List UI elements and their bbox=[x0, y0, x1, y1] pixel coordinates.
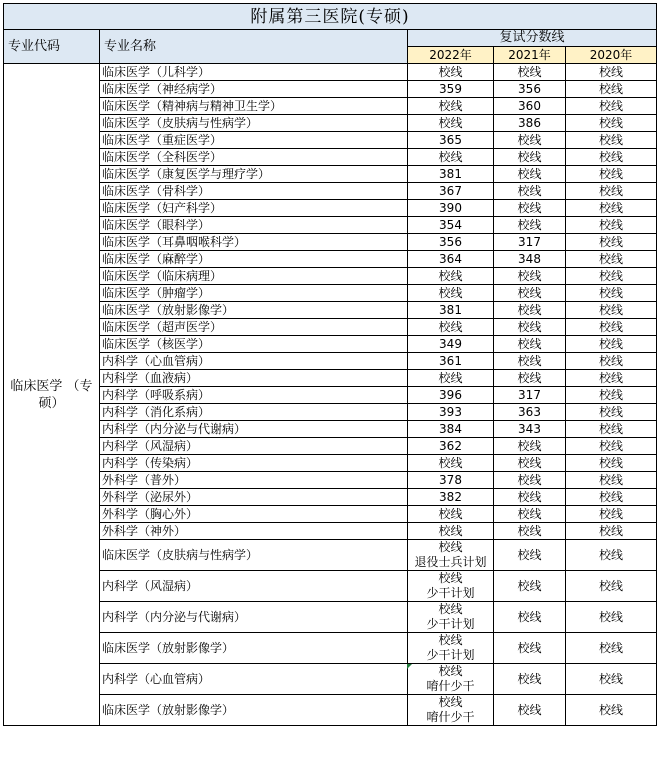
specialty-name: 内科学（风湿病） bbox=[100, 438, 408, 455]
specialty-name: 内科学（风湿病） bbox=[100, 571, 408, 602]
score-2020: 校线 bbox=[566, 571, 657, 602]
score-2021: 356 bbox=[494, 81, 566, 98]
year-2021: 2021年 bbox=[494, 47, 566, 64]
score-2020: 校线 bbox=[566, 523, 657, 540]
table-row bbox=[4, 506, 657, 523]
score-2022: 381 bbox=[408, 166, 494, 183]
score-2021: 校线 bbox=[494, 602, 566, 633]
score-2020: 校线 bbox=[566, 353, 657, 370]
score-2021: 校线 bbox=[494, 149, 566, 166]
table-title: 附属第三医院(专硕) bbox=[4, 4, 657, 30]
table-row bbox=[4, 438, 657, 455]
score-2021: 校线 bbox=[494, 319, 566, 336]
table-row bbox=[4, 404, 657, 421]
score-2021: 校线 bbox=[494, 489, 566, 506]
score-2022: 校线 bbox=[408, 98, 494, 115]
table-row bbox=[4, 455, 657, 472]
specialty-name: 内科学（心血管病） bbox=[100, 664, 408, 695]
specialty-name: 临床医学（核医学） bbox=[100, 336, 408, 353]
year-2022: 2022年 bbox=[408, 47, 494, 64]
score-2020: 校线 bbox=[566, 319, 657, 336]
score-2020: 校线 bbox=[566, 438, 657, 455]
score-table bbox=[3, 3, 657, 726]
specialty-name: 内科学（呼吸系病） bbox=[100, 387, 408, 404]
specialty-name: 临床医学（肿瘤学） bbox=[100, 285, 408, 302]
score-2020: 校线 bbox=[566, 633, 657, 664]
header-score-group: 复试分数线 bbox=[408, 30, 657, 47]
score-2022-plan-cell bbox=[408, 695, 494, 726]
score-2020: 校线 bbox=[566, 98, 657, 115]
score-2020: 校线 bbox=[566, 217, 657, 234]
score-2022: 校线 bbox=[438, 540, 463, 554]
score-2021: 317 bbox=[494, 387, 566, 404]
score-2021: 校线 bbox=[494, 64, 566, 81]
specialty-name: 临床医学（放射影像学） bbox=[100, 695, 408, 726]
score-2020: 校线 bbox=[566, 149, 657, 166]
specialty-name: 内科学（血液病） bbox=[100, 370, 408, 387]
score-2021: 校线 bbox=[494, 370, 566, 387]
specialty-name: 临床医学（放射影像学） bbox=[100, 633, 408, 664]
score-2021: 校线 bbox=[494, 217, 566, 234]
plan-row bbox=[4, 602, 657, 633]
plan-type: 少干计划 bbox=[426, 617, 475, 631]
score-2020: 校线 bbox=[566, 664, 657, 695]
table-row bbox=[4, 370, 657, 387]
score-2022: 367 bbox=[408, 183, 494, 200]
specialty-name: 临床医学（耳鼻咽喉科学） bbox=[100, 234, 408, 251]
score-2022: 校线 bbox=[408, 149, 494, 166]
table-row bbox=[4, 217, 657, 234]
score-2022: 356 bbox=[408, 234, 494, 251]
table-row bbox=[4, 81, 657, 98]
score-2021: 校线 bbox=[494, 506, 566, 523]
score-2021: 348 bbox=[494, 251, 566, 268]
score-2020: 校线 bbox=[566, 200, 657, 217]
table-row bbox=[4, 472, 657, 489]
specialty-name: 临床医学（超声医学） bbox=[100, 319, 408, 336]
score-2020: 校线 bbox=[566, 183, 657, 200]
score-2022: 364 bbox=[408, 251, 494, 268]
score-2021: 校线 bbox=[494, 540, 566, 571]
score-2020: 校线 bbox=[566, 421, 657, 438]
score-2022: 390 bbox=[408, 200, 494, 217]
score-2022: 校线 bbox=[438, 571, 463, 585]
score-2020: 校线 bbox=[566, 472, 657, 489]
score-2022: 393 bbox=[408, 404, 494, 421]
cell-comment-marker bbox=[407, 664, 412, 669]
specialty-name: 临床医学（皮肤病与性病学） bbox=[100, 540, 408, 571]
specialty-name: 临床医学（全科医学） bbox=[100, 149, 408, 166]
table-row bbox=[4, 132, 657, 149]
table-row bbox=[4, 183, 657, 200]
score-2021: 校线 bbox=[494, 472, 566, 489]
score-2020: 校线 bbox=[566, 285, 657, 302]
score-2022: 校线 bbox=[408, 115, 494, 132]
score-2022: 365 bbox=[408, 132, 494, 149]
table-row bbox=[4, 166, 657, 183]
score-2022: 校线 bbox=[408, 285, 494, 302]
specialty-name: 临床医学（神经病学） bbox=[100, 81, 408, 98]
score-2021: 校线 bbox=[494, 571, 566, 602]
header-row bbox=[4, 30, 657, 47]
major-name-cell: 临床医学 （专硕） bbox=[4, 64, 100, 726]
score-2020: 校线 bbox=[566, 115, 657, 132]
specialty-name: 临床医学（重症医学） bbox=[100, 132, 408, 149]
score-2020: 校线 bbox=[566, 132, 657, 149]
table-row bbox=[4, 387, 657, 404]
score-2021: 校线 bbox=[494, 455, 566, 472]
score-2020: 校线 bbox=[566, 234, 657, 251]
score-2020: 校线 bbox=[566, 302, 657, 319]
specialty-name: 内科学（心血管病） bbox=[100, 353, 408, 370]
score-2020: 校线 bbox=[566, 540, 657, 571]
score-2020: 校线 bbox=[566, 387, 657, 404]
plan-row bbox=[4, 571, 657, 602]
table-row bbox=[4, 319, 657, 336]
score-2021: 校线 bbox=[494, 285, 566, 302]
score-2021: 校线 bbox=[494, 664, 566, 695]
specialty-name: 外科学（泌尿外） bbox=[100, 489, 408, 506]
specialty-name: 临床医学（精神病与精神卫生学） bbox=[100, 98, 408, 115]
score-2021: 校线 bbox=[494, 438, 566, 455]
plan-type: 唷什少干 bbox=[426, 679, 475, 693]
plan-type: 退役士兵计划 bbox=[414, 555, 487, 569]
score-2022: 361 bbox=[408, 353, 494, 370]
specialty-name: 临床医学（妇产科学） bbox=[100, 200, 408, 217]
score-2022: 校线 bbox=[408, 268, 494, 285]
score-2020: 校线 bbox=[566, 695, 657, 726]
plan-type: 少干计划 bbox=[426, 586, 475, 600]
title-row bbox=[4, 4, 657, 30]
table-row bbox=[4, 149, 657, 166]
specialty-name: 内科学（消化系病） bbox=[100, 404, 408, 421]
score-2021: 386 bbox=[494, 115, 566, 132]
score-2022-plan-cell bbox=[408, 633, 494, 664]
score-2021: 360 bbox=[494, 98, 566, 115]
table-row bbox=[4, 234, 657, 251]
table-row bbox=[4, 285, 657, 302]
score-2022-plan-cell bbox=[408, 571, 494, 602]
score-2021: 343 bbox=[494, 421, 566, 438]
plan-row bbox=[4, 633, 657, 664]
score-2022: 382 bbox=[408, 489, 494, 506]
specialty-name: 内科学（内分泌与代谢病） bbox=[100, 421, 408, 438]
specialty-name: 外科学（神外） bbox=[100, 523, 408, 540]
score-2022: 校线 bbox=[438, 695, 463, 709]
score-2022-plan-cell bbox=[408, 602, 494, 633]
score-2020: 校线 bbox=[566, 404, 657, 421]
score-2020: 校线 bbox=[566, 489, 657, 506]
score-2020: 校线 bbox=[566, 64, 657, 81]
plan-row bbox=[4, 695, 657, 726]
score-2020: 校线 bbox=[566, 268, 657, 285]
score-2022: 384 bbox=[408, 421, 494, 438]
score-2022: 378 bbox=[408, 472, 494, 489]
score-2022: 校线 bbox=[438, 664, 463, 678]
table-row bbox=[4, 251, 657, 268]
score-2022: 校线 bbox=[408, 319, 494, 336]
specialty-name: 外科学（普外） bbox=[100, 472, 408, 489]
score-2022: 校线 bbox=[438, 633, 463, 647]
score-2022: 362 bbox=[408, 438, 494, 455]
table-row bbox=[4, 115, 657, 132]
plan-row bbox=[4, 540, 657, 571]
score-2021: 校线 bbox=[494, 132, 566, 149]
specialty-name: 临床医学（骨科学） bbox=[100, 183, 408, 200]
score-2022: 359 bbox=[408, 81, 494, 98]
score-2020: 校线 bbox=[566, 251, 657, 268]
plan-row bbox=[4, 664, 657, 695]
specialty-name: 临床医学（放射影像学） bbox=[100, 302, 408, 319]
specialty-name: 临床医学（眼科学） bbox=[100, 217, 408, 234]
score-2022: 354 bbox=[408, 217, 494, 234]
score-2021: 校线 bbox=[494, 268, 566, 285]
specialty-name: 临床医学（皮肤病与性病学） bbox=[100, 115, 408, 132]
score-2020: 校线 bbox=[566, 336, 657, 353]
table-row bbox=[4, 353, 657, 370]
score-2022: 381 bbox=[408, 302, 494, 319]
score-2021: 363 bbox=[494, 404, 566, 421]
table-row bbox=[4, 336, 657, 353]
year-2020: 2020年 bbox=[566, 47, 657, 64]
table-row bbox=[4, 98, 657, 115]
specialty-name: 临床医学（临床病理） bbox=[100, 268, 408, 285]
score-2022-plan-cell bbox=[408, 540, 494, 571]
specialty-name: 外科学（胸心外） bbox=[100, 506, 408, 523]
score-2022: 校线 bbox=[438, 602, 463, 616]
score-2022: 396 bbox=[408, 387, 494, 404]
score-2022-plan-cell bbox=[408, 664, 494, 695]
score-2021: 校线 bbox=[494, 633, 566, 664]
score-2022: 校线 bbox=[408, 455, 494, 472]
score-2020: 校线 bbox=[566, 455, 657, 472]
score-2021: 校线 bbox=[494, 353, 566, 370]
score-2022: 校线 bbox=[408, 370, 494, 387]
specialty-name: 临床医学（麻醉学） bbox=[100, 251, 408, 268]
score-2021: 校线 bbox=[494, 302, 566, 319]
score-2020: 校线 bbox=[566, 602, 657, 633]
table-row bbox=[4, 489, 657, 506]
score-2021: 317 bbox=[494, 234, 566, 251]
table-row bbox=[4, 421, 657, 438]
score-2021: 校线 bbox=[494, 183, 566, 200]
table-row bbox=[4, 268, 657, 285]
specialty-name: 临床医学（康复医学与理疗学） bbox=[100, 166, 408, 183]
score-2020: 校线 bbox=[566, 370, 657, 387]
score-2021: 校线 bbox=[494, 336, 566, 353]
score-2021: 校线 bbox=[494, 523, 566, 540]
score-2021: 校线 bbox=[494, 695, 566, 726]
score-2020: 校线 bbox=[566, 81, 657, 98]
header-code: 专业代码 bbox=[4, 30, 100, 64]
score-2022: 349 bbox=[408, 336, 494, 353]
score-2022: 校线 bbox=[408, 506, 494, 523]
specialty-name: 临床医学（儿科学） bbox=[100, 64, 408, 81]
score-2020: 校线 bbox=[566, 506, 657, 523]
table-row bbox=[4, 64, 657, 81]
score-2021: 校线 bbox=[494, 200, 566, 217]
score-2022: 校线 bbox=[408, 523, 494, 540]
table-row bbox=[4, 523, 657, 540]
specialty-name: 内科学（传染病） bbox=[100, 455, 408, 472]
score-2022: 校线 bbox=[408, 64, 494, 81]
score-2021: 校线 bbox=[494, 166, 566, 183]
table-row bbox=[4, 200, 657, 217]
table-row bbox=[4, 302, 657, 319]
score-2020: 校线 bbox=[566, 166, 657, 183]
plan-type: 唷什少干 bbox=[426, 710, 475, 724]
specialty-name: 内科学（内分泌与代谢病） bbox=[100, 602, 408, 633]
header-name: 专业名称 bbox=[100, 30, 408, 64]
plan-type: 少干计划 bbox=[426, 648, 475, 662]
